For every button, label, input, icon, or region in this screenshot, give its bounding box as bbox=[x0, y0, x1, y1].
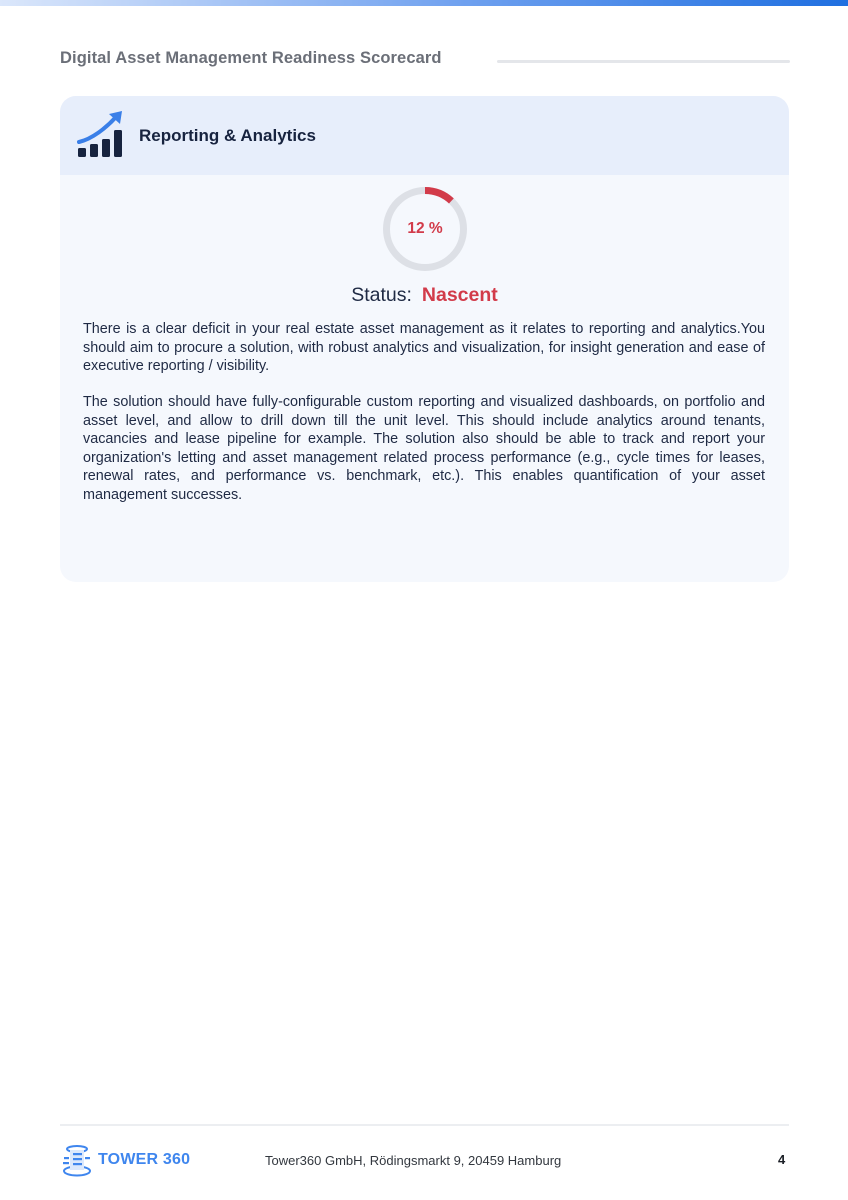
header-divider bbox=[497, 60, 790, 63]
page-number: 4 bbox=[778, 1152, 786, 1167]
section-card bbox=[60, 96, 789, 582]
growth-chart-icon bbox=[76, 108, 126, 160]
top-accent-bar bbox=[0, 0, 848, 6]
company-address: Tower360 GmbH, Rödingsmarkt 9, 20459 Hamburg bbox=[265, 1153, 562, 1168]
status-value: Nascent bbox=[421, 284, 498, 306]
company-logo bbox=[60, 1141, 191, 1179]
footer-divider bbox=[60, 1124, 789, 1126]
logo-text: TOWER 360 bbox=[98, 1151, 191, 1168]
tower-logo-icon bbox=[60, 1141, 98, 1179]
section-header bbox=[60, 96, 789, 175]
status-line bbox=[60, 284, 789, 307]
status-label: Status: bbox=[351, 284, 412, 306]
description-paragraph: There is a clear deficit in your real estate asset management as it relates to reporting and analytics.You should aim to procure a solution, with robust analytics and visualization, for insight generation and ease of executive reporting / visibility. bbox=[83, 321, 765, 375]
section-title: Reporting & Analytics bbox=[139, 126, 316, 145]
score-percent: 12 % bbox=[407, 220, 443, 237]
document-title: Digital Asset Management Readiness Scorecard bbox=[60, 49, 442, 67]
recommendation-paragraph: The solution should have fully-configurable custom reporting and visualized dashboards, on portfolio and asset level, and allow to drill down till the unit level. This should include analytics around tenants, vacancies and lease pipeline for example. The solution also should be able to track and report your organization's letting and asset management related process performance (e.g., cycle times for leases, renewal rates, and performance vs. benchmark, etc.). This enables quantification of your asset management successes. bbox=[83, 394, 765, 503]
